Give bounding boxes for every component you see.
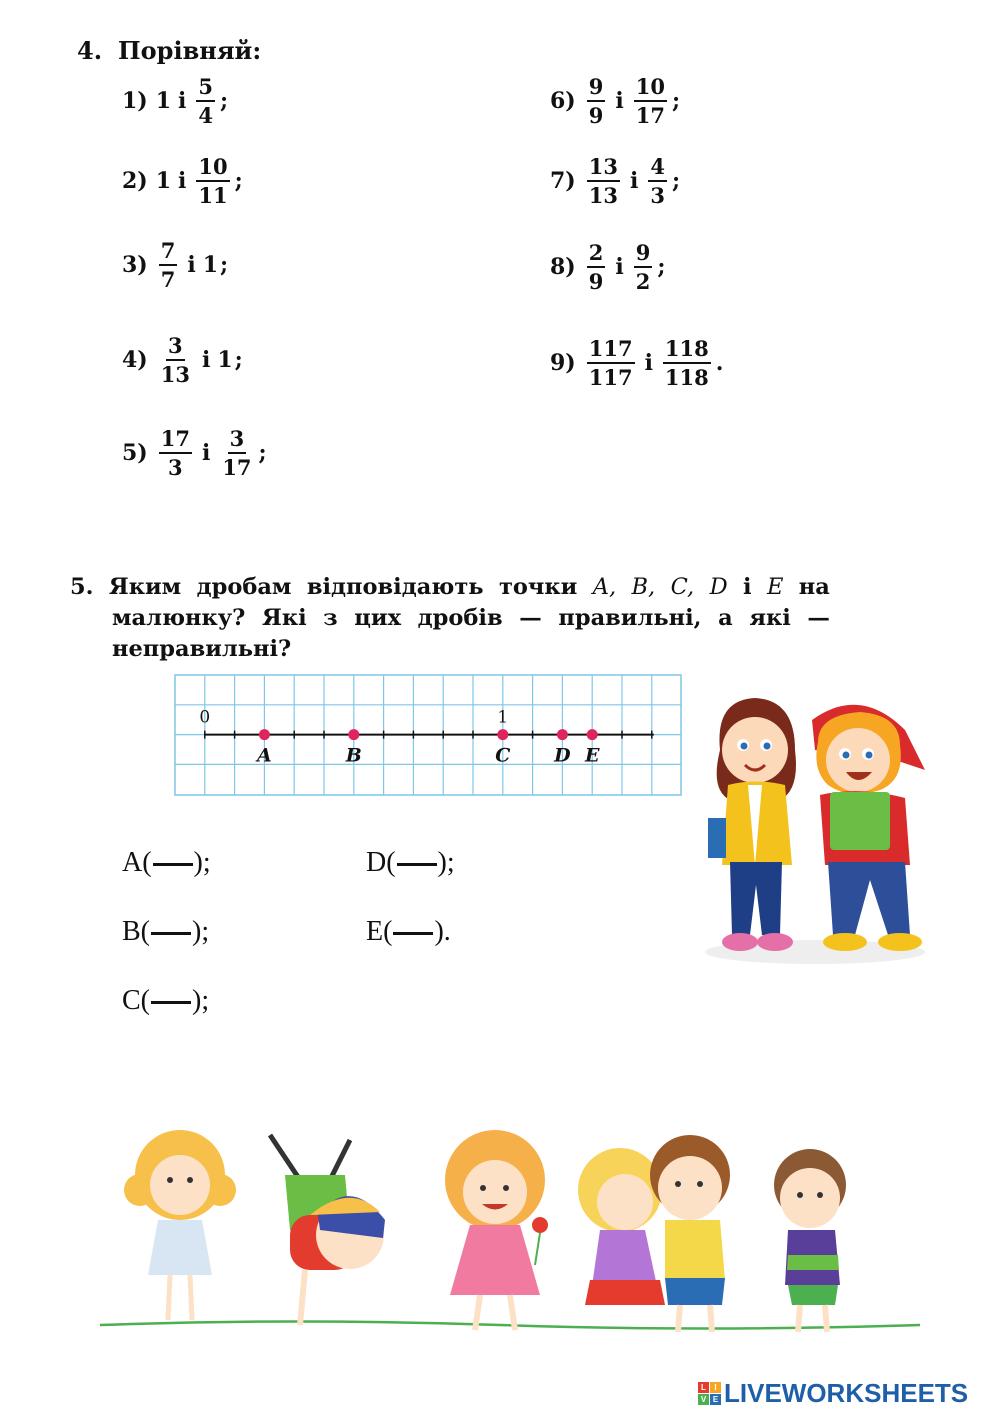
word: B, bbox=[631, 574, 656, 600]
point-a bbox=[259, 729, 270, 740]
answer-blank[interactable] bbox=[397, 833, 437, 866]
fraction bbox=[220, 428, 253, 478]
task4-title: Порівняй: bbox=[118, 36, 262, 65]
word: Яким bbox=[108, 574, 182, 600]
word: цих bbox=[354, 605, 402, 631]
point-label-d: D bbox=[554, 744, 571, 767]
compare-item-9 bbox=[550, 338, 723, 388]
numerator: 4 bbox=[648, 156, 667, 182]
numerator: 13 bbox=[587, 156, 620, 182]
answer-e[interactable] bbox=[366, 915, 451, 948]
word: дробам bbox=[196, 574, 292, 600]
integer: 1 bbox=[202, 252, 219, 278]
punctuation: ; bbox=[220, 252, 229, 278]
logo-icon bbox=[698, 1382, 721, 1405]
conjunction: і bbox=[187, 252, 196, 278]
answer-letter: B( bbox=[122, 915, 150, 947]
word: правильні, bbox=[558, 605, 702, 631]
compare-item-5 bbox=[122, 428, 267, 478]
denominator: 3 bbox=[168, 455, 183, 480]
fraction bbox=[587, 242, 606, 292]
numerator: 5 bbox=[196, 76, 215, 102]
question-line-1 bbox=[70, 572, 830, 603]
numerator: 17 bbox=[159, 428, 192, 454]
item-label: 2) bbox=[122, 168, 148, 194]
word: точки bbox=[498, 574, 578, 600]
word: — bbox=[519, 605, 542, 631]
denominator: 9 bbox=[588, 103, 604, 128]
children-banner-illustration bbox=[100, 1120, 920, 1355]
integer: 1 bbox=[155, 88, 172, 114]
word: і bbox=[743, 574, 752, 600]
item-label: 7) bbox=[550, 168, 576, 194]
answer-end: ). bbox=[434, 915, 451, 947]
point-c bbox=[497, 729, 508, 740]
item-label: 9) bbox=[550, 350, 576, 376]
word: дробів bbox=[417, 605, 503, 631]
answer-blank[interactable] bbox=[151, 902, 191, 935]
answer-letter: C( bbox=[122, 984, 150, 1016]
item-label: 1) bbox=[122, 88, 148, 114]
punctuation: ; bbox=[234, 347, 243, 373]
task5-number: 5. bbox=[70, 574, 94, 600]
denominator: 118 bbox=[664, 365, 709, 390]
compare-item-2 bbox=[122, 156, 243, 206]
numerator: 117 bbox=[587, 338, 635, 364]
question-line-2 bbox=[70, 603, 830, 634]
word: A, bbox=[592, 574, 617, 600]
point-label-a: A bbox=[257, 744, 272, 767]
denominator: 2 bbox=[635, 269, 651, 294]
punctuation: ; bbox=[671, 88, 681, 114]
denominator: 3 bbox=[650, 183, 665, 208]
conjunction: і bbox=[201, 347, 211, 373]
compare-item-7 bbox=[550, 156, 680, 206]
word: на bbox=[798, 574, 830, 600]
integer: 1 bbox=[155, 168, 172, 194]
word: C, bbox=[670, 574, 695, 600]
denominator: 4 bbox=[198, 103, 214, 128]
numerator: 2 bbox=[587, 242, 606, 268]
word: які bbox=[749, 605, 791, 631]
numerator: 10 bbox=[634, 76, 667, 102]
fraction bbox=[587, 76, 606, 126]
logo-letter: I bbox=[710, 1382, 721, 1393]
answer-blank[interactable] bbox=[393, 902, 433, 935]
numerator: 10 bbox=[196, 156, 229, 182]
denominator: 13 bbox=[160, 362, 190, 387]
denominator: 117 bbox=[588, 365, 633, 390]
point-d bbox=[557, 729, 568, 740]
item-label: 6) bbox=[550, 88, 576, 114]
punctuation: ; bbox=[220, 88, 229, 114]
point-e bbox=[587, 729, 598, 740]
numerator: 118 bbox=[663, 338, 711, 364]
answer-blank[interactable] bbox=[151, 971, 191, 1004]
word: а bbox=[718, 605, 733, 631]
logo-letter: E bbox=[710, 1394, 721, 1405]
word: малюнку? bbox=[112, 605, 246, 631]
denominator: 17 bbox=[635, 103, 665, 128]
point-label-e: E bbox=[584, 744, 600, 767]
item-label: 4) bbox=[122, 347, 148, 373]
punctuation: . bbox=[715, 350, 724, 376]
punctuation: ; bbox=[234, 168, 243, 194]
answer-end: ); bbox=[437, 846, 455, 878]
conjunction: і bbox=[178, 88, 187, 114]
fraction bbox=[634, 76, 667, 126]
item-label: 3) bbox=[122, 252, 148, 278]
answer-letter: D( bbox=[366, 846, 396, 878]
point-b bbox=[348, 729, 359, 740]
point-label-b: B bbox=[345, 744, 362, 767]
zero-label: 0 bbox=[199, 707, 211, 728]
one-label: 1 bbox=[497, 707, 509, 728]
fraction bbox=[159, 240, 178, 290]
denominator: 13 bbox=[588, 183, 618, 208]
word: неправильні? bbox=[112, 636, 292, 662]
answer-c[interactable] bbox=[122, 984, 209, 1017]
fraction bbox=[648, 156, 667, 206]
conjunction: і bbox=[178, 168, 187, 194]
fraction bbox=[159, 335, 192, 385]
denominator: 9 bbox=[588, 269, 604, 294]
item-label: 5) bbox=[122, 440, 148, 466]
answer-blank[interactable] bbox=[153, 833, 193, 866]
compare-item-6 bbox=[550, 76, 680, 126]
denominator: 7 bbox=[160, 267, 176, 292]
answer-end: ); bbox=[192, 984, 210, 1016]
brand-name: LIVEWORKSHEETS bbox=[724, 1378, 969, 1408]
word: Які bbox=[262, 605, 307, 631]
word: E bbox=[766, 574, 784, 600]
number-line-grid bbox=[174, 674, 682, 796]
word: D bbox=[709, 574, 728, 600]
fraction bbox=[663, 338, 711, 388]
compare-item-4 bbox=[122, 335, 243, 385]
task4-number: 4. bbox=[77, 36, 103, 65]
conjunction: і bbox=[644, 350, 653, 376]
numerator: 9 bbox=[587, 76, 606, 102]
denominator: 17 bbox=[222, 455, 252, 480]
answer-letter: E( bbox=[366, 915, 393, 947]
compare-item-8 bbox=[550, 242, 665, 292]
punctuation: ; bbox=[258, 440, 267, 466]
point-label-c: C bbox=[495, 744, 511, 767]
denominator: 11 bbox=[198, 183, 228, 208]
conjunction: і bbox=[629, 168, 639, 194]
fraction bbox=[196, 156, 229, 206]
integer: 1 bbox=[217, 347, 233, 373]
punctuation: ; bbox=[671, 168, 681, 194]
logo-letter: L bbox=[698, 1382, 709, 1393]
conjunction: і bbox=[201, 440, 211, 466]
fraction bbox=[587, 156, 620, 206]
fraction bbox=[587, 338, 635, 388]
task5-question bbox=[70, 572, 830, 665]
item-label: 8) bbox=[550, 254, 576, 280]
answer-end: ); bbox=[193, 846, 211, 878]
conjunction: і bbox=[615, 88, 624, 114]
word: з bbox=[323, 605, 338, 631]
answer-b[interactable] bbox=[122, 915, 209, 948]
fraction bbox=[159, 428, 192, 478]
numerator: 3 bbox=[166, 335, 185, 361]
numerator: 3 bbox=[228, 428, 247, 454]
liveworksheets-logo bbox=[698, 1378, 968, 1409]
conjunction: і bbox=[615, 254, 624, 280]
compare-item-3 bbox=[122, 240, 228, 290]
logo-letter: V bbox=[698, 1394, 709, 1405]
fraction bbox=[634, 242, 653, 292]
word: — bbox=[807, 605, 830, 631]
question-line-3 bbox=[70, 634, 830, 665]
answer-letter: A( bbox=[122, 846, 152, 878]
word: відповідають bbox=[306, 574, 484, 600]
numerator: 9 bbox=[634, 242, 653, 268]
answer-a[interactable] bbox=[122, 846, 211, 879]
two-kids-illustration bbox=[700, 690, 930, 975]
fraction bbox=[196, 76, 215, 126]
answer-end: ); bbox=[192, 915, 210, 947]
compare-item-1 bbox=[122, 76, 228, 126]
punctuation: ; bbox=[657, 254, 666, 280]
numerator: 7 bbox=[159, 240, 178, 266]
answer-d[interactable] bbox=[366, 846, 455, 879]
